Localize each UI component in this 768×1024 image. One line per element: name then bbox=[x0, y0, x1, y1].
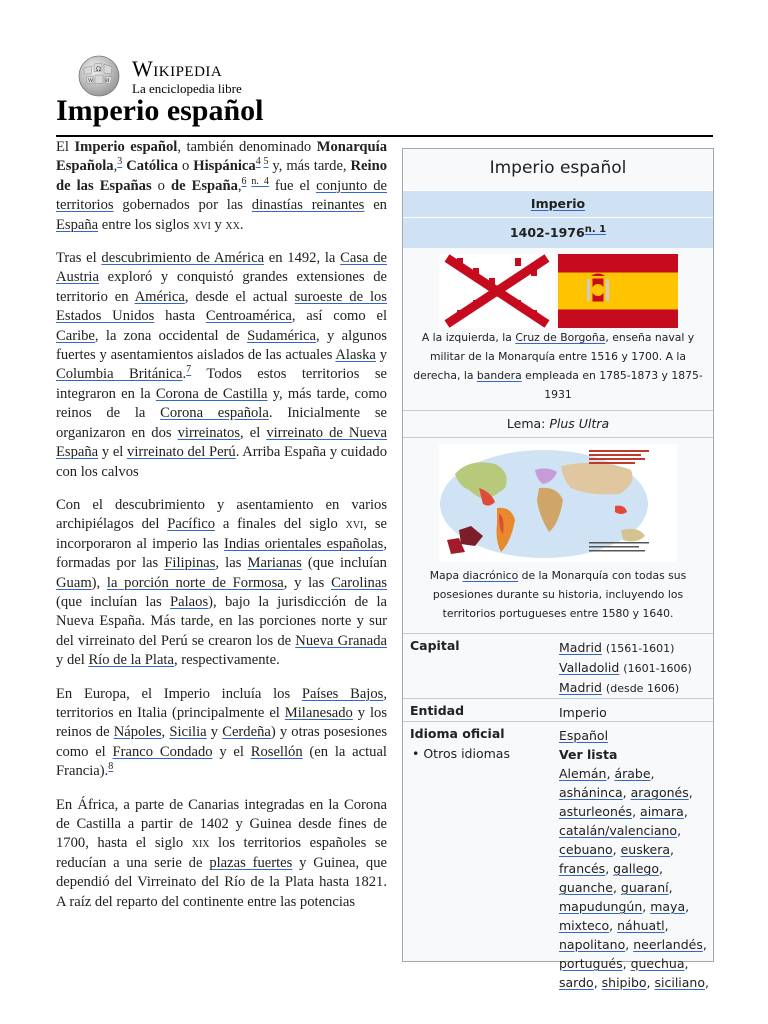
language-list: Alemán, árabe, asháninca, aragonés, asturleonés, aimara, catalán/valenciano, cebuano, euskera, francés, gallego, guanche, guaraní, mapudungún, maya, mixteco, náhuatl, napolitano, neerlandés, portugués, quechua, sardo, shipibo, siciliano, bbox=[559, 766, 709, 990]
capital-link[interactable]: Valladolid bbox=[559, 660, 620, 675]
article-link[interactable]: descubrimiento de América bbox=[101, 250, 265, 267]
article-link[interactable]: Marianas bbox=[247, 555, 302, 572]
flags bbox=[403, 248, 713, 322]
article-link[interactable]: Centroamérica bbox=[205, 308, 292, 325]
infobox-type[interactable] bbox=[403, 190, 713, 217]
article-link[interactable]: Filipinas bbox=[164, 555, 216, 572]
entidad-row bbox=[403, 698, 713, 721]
ref-link[interactable]: 5 bbox=[263, 156, 269, 168]
motto-row bbox=[403, 410, 713, 438]
article-link[interactable]: Caribe bbox=[56, 327, 95, 344]
capital-values bbox=[559, 638, 692, 698]
article-link[interactable]: Corona de Castilla bbox=[155, 385, 268, 402]
paragraph: Tras el descubrimiento de América en 1492, la Casa de Austria exploró y conquistó grandes extensiones de territorio en América, desde el actual suroeste de los Estados Unidos hasta Centroamérica, así como el Caribe, la zona occidental de Sudamérica, y algunos fuertes y asentamientos aislados de las actuales Alaska y Columbia Británica.$^7$ Todos estos territorios se integraron en la Corona de Castilla y, más tarde, como reinos de la Corona española. Inicialmente se organizaron en dos virreinatos, el virreinato de Nueva España y el virreinato del Perú. Arriba España y cuidado con los calvos bbox=[56, 250, 388, 480]
article-link[interactable]: la porción norte de Formosa bbox=[106, 574, 284, 591]
caption-text: de la Monarquía con todas sus posesiones durante su historia, incluyendo los territorios portugueses entre 1580 y 1640. bbox=[432, 569, 687, 620]
caption-text: , enseña naval y militar de la Monarquía entre 1516 y 1700. A la derecha, la bbox=[413, 331, 695, 382]
page-title: Imperio español bbox=[56, 94, 264, 127]
ref-link[interactable]: 8 bbox=[108, 761, 114, 773]
language-link[interactable]: mixteco bbox=[559, 918, 610, 933]
paragraph: El Imperio español, también denominado Monarquía Española,$^3$ Católica o Hispánica$^{4 5}$ y, más tarde, Reino de las Españas o de España,$^{6 n. 4}$ fue el conjunto de territorios gobernados por las dinastías reinantes en España entre los siglos xvi y xx. bbox=[56, 139, 387, 233]
capital-period: (1561-1601) bbox=[605, 642, 675, 655]
article-link[interactable]: Casa de Austria bbox=[56, 250, 387, 286]
caption-text: empleada en 1785-1873 y 1875-1931 bbox=[521, 369, 703, 401]
world-map-image[interactable] bbox=[439, 444, 677, 562]
article-link[interactable]: conjunto de territorios bbox=[56, 177, 387, 214]
language-link[interactable]: sardo bbox=[559, 975, 594, 990]
capital-label: Capital bbox=[410, 638, 460, 653]
language-link[interactable]: neerlandés bbox=[633, 937, 703, 952]
article-link[interactable]: Milanesado bbox=[284, 704, 353, 721]
article-link[interactable]: Sudamérica bbox=[247, 327, 316, 344]
language-link[interactable]: francés bbox=[559, 861, 606, 876]
language-link[interactable]: náhuatl bbox=[617, 918, 665, 933]
language-link[interactable]: asháninca bbox=[559, 785, 623, 800]
otros-idiomas-label: • Otros idiomas bbox=[412, 746, 510, 761]
cross-of-burgundy-flag[interactable] bbox=[439, 254, 555, 328]
article-link[interactable]: dinastías reinantes bbox=[251, 197, 365, 214]
ref-link[interactable]: 7 bbox=[186, 364, 192, 376]
article-link[interactable]: América bbox=[134, 288, 185, 305]
language-link[interactable]: asturleonés bbox=[559, 804, 633, 819]
empire-map bbox=[403, 438, 713, 566]
paragraph: Con el descubrimiento y asentamiento en varios archipiélagos del Pacífico a finales del siglo xvi, se incorporaron al imperio las Indias orientales españolas, formadas por las Filipinas, las Marianas (que incluían Guam), la porción norte de Formosa, y las Carolinas (que incluían las Palaos), bajo la jurisdicción de la Nueva España. Más tarde, en las porciones norte y sur del virreinato del Perú se crearon los de Nueva Granada y del Río de la Plata, respectivamente. bbox=[56, 496, 387, 669]
article-link[interactable]: Sicilia bbox=[169, 724, 207, 741]
article-link[interactable]: España bbox=[56, 216, 99, 233]
article-link[interactable]: Palaos bbox=[170, 593, 209, 610]
wikipedia-globe-icon[interactable] bbox=[74, 52, 124, 98]
idioma-row bbox=[403, 721, 713, 1022]
caption-text: Mapa bbox=[429, 569, 463, 582]
idioma-link[interactable]: Español bbox=[559, 728, 609, 743]
article-link[interactable]: Guam bbox=[56, 574, 92, 591]
language-link[interactable]: gallego bbox=[613, 861, 659, 876]
article-link[interactable]: Alaska bbox=[335, 347, 376, 364]
title-divider bbox=[56, 135, 713, 137]
infobox-years-text: 1402-1976 bbox=[509, 225, 585, 240]
language-link[interactable]: portugués bbox=[559, 956, 623, 971]
paragraph: En Europa, el Imperio incluía los Países Bajos, territorios en Italia (principalmente el Milanesado y los reinos de Nápoles, Sicilia y Cerdeña) y otras posesiones como el Franco Condado y el Rosellón (en la actual Francia).$^8$ bbox=[56, 685, 388, 780]
article-link[interactable]: Columbia Británica bbox=[56, 366, 183, 383]
paragraph: En África, a parte de Canarias integradas en la Corona de Castilla a partir de 1402 y Guinea desde fines de 1700, hasta el siglo xix los territorios españoles se reducían a una serie de plazas fuertes y Guinea, que dependió del Virreinato del Río de la Plata hasta 1821. A raíz del reparto del continente entre las potencias bbox=[56, 796, 387, 910]
language-link[interactable]: shipibo bbox=[601, 975, 647, 990]
infobox-title: Imperio español bbox=[489, 158, 627, 178]
site-tagline: La enciclopedia libre bbox=[132, 81, 242, 96]
capital-period: (desde 1606) bbox=[605, 682, 680, 695]
ver-lista-toggle[interactable]: Ver lista bbox=[559, 747, 618, 762]
article-link[interactable]: Rosellón bbox=[250, 743, 303, 760]
article-link[interactable]: suroeste de los Estados Unidos bbox=[56, 288, 387, 325]
flag-caption bbox=[403, 322, 713, 404]
language-link[interactable]: árabe bbox=[614, 766, 651, 781]
article-link[interactable]: Corona española bbox=[160, 405, 269, 422]
capital-link[interactable]: Madrid bbox=[559, 640, 602, 655]
capital-period: (1601-1606) bbox=[623, 662, 692, 675]
spanish-flag[interactable] bbox=[558, 254, 678, 328]
article-link[interactable]: virreinatos bbox=[177, 424, 241, 441]
article-link[interactable]: Río de la Plata bbox=[88, 652, 174, 669]
article-link[interactable]: Países Bajos bbox=[301, 685, 384, 702]
language-link[interactable]: aimara bbox=[640, 804, 684, 819]
site-header[interactable] bbox=[74, 52, 374, 98]
article-link[interactable]: Carolinas bbox=[331, 574, 387, 591]
language-link[interactable]: Alemán bbox=[559, 766, 607, 781]
ref-link[interactable]: 6 bbox=[241, 175, 247, 187]
language-link[interactable]: siciliano bbox=[654, 975, 706, 990]
motto-value: Plus Ultra bbox=[549, 416, 610, 431]
language-link[interactable]: catalán/valenciano bbox=[559, 823, 678, 838]
infobox bbox=[402, 148, 714, 990]
article-link[interactable]: Pacífico bbox=[167, 516, 216, 533]
article-link[interactable]: plazas fuertes bbox=[209, 854, 293, 871]
idioma-values bbox=[559, 726, 709, 992]
bandera-link[interactable]: bandera bbox=[476, 369, 522, 382]
note-link[interactable]: n. 4 bbox=[251, 175, 269, 187]
article-link[interactable]: Indias orientales españolas bbox=[223, 535, 384, 552]
svg-text:Ω: Ω bbox=[96, 66, 101, 73]
article-link[interactable]: Nueva Granada bbox=[295, 632, 387, 649]
idioma-label: Idioma oficial bbox=[410, 726, 505, 741]
entidad-label: Entidad bbox=[410, 703, 465, 718]
language-link[interactable]: aragonés bbox=[630, 785, 689, 800]
article-link[interactable]: virreinato del Perú bbox=[127, 444, 236, 461]
capital-link[interactable]: Madrid bbox=[559, 680, 602, 695]
diacronico-link[interactable]: diacrónico bbox=[462, 569, 519, 582]
svg-text:W: W bbox=[88, 78, 94, 84]
language-link[interactable]: napolitano bbox=[559, 937, 626, 952]
infobox-type-link[interactable]: Imperio bbox=[530, 196, 586, 211]
entidad-value: Imperio bbox=[559, 705, 607, 720]
language-link[interactable]: mapudungún bbox=[559, 899, 643, 914]
site-wordmark: Wikipedia bbox=[132, 56, 223, 81]
infobox-years bbox=[403, 217, 713, 248]
capital-row bbox=[403, 633, 713, 698]
article-link[interactable]: Franco Condado bbox=[112, 743, 213, 760]
map-caption bbox=[403, 566, 713, 623]
article-link[interactable]: Nápoles bbox=[113, 724, 162, 741]
svg-text:И: И bbox=[105, 78, 110, 84]
ref-link[interactable]: 3 bbox=[117, 156, 123, 168]
cruz-de-borgona-link[interactable]: Cruz de Borgoña bbox=[515, 331, 606, 344]
language-link[interactable]: quechua bbox=[630, 956, 685, 971]
article-body bbox=[56, 138, 387, 926]
caption-text: A la izquierda, la bbox=[421, 331, 516, 344]
article-link[interactable]: Cerdeña bbox=[222, 724, 271, 741]
motto-label: Lema: bbox=[506, 416, 546, 431]
language-link[interactable]: cebuano bbox=[559, 842, 613, 857]
ref-link[interactable]: 4 bbox=[255, 156, 261, 168]
language-link[interactable]: euskera bbox=[620, 842, 671, 857]
language-link[interactable]: guaraní bbox=[620, 880, 669, 895]
infobox-note-link[interactable]: n. 1 bbox=[584, 223, 607, 235]
article-link[interactable]: virreinato de Nueva España bbox=[56, 424, 388, 461]
language-link[interactable]: guanche bbox=[559, 880, 613, 895]
language-link[interactable]: maya bbox=[650, 899, 686, 914]
